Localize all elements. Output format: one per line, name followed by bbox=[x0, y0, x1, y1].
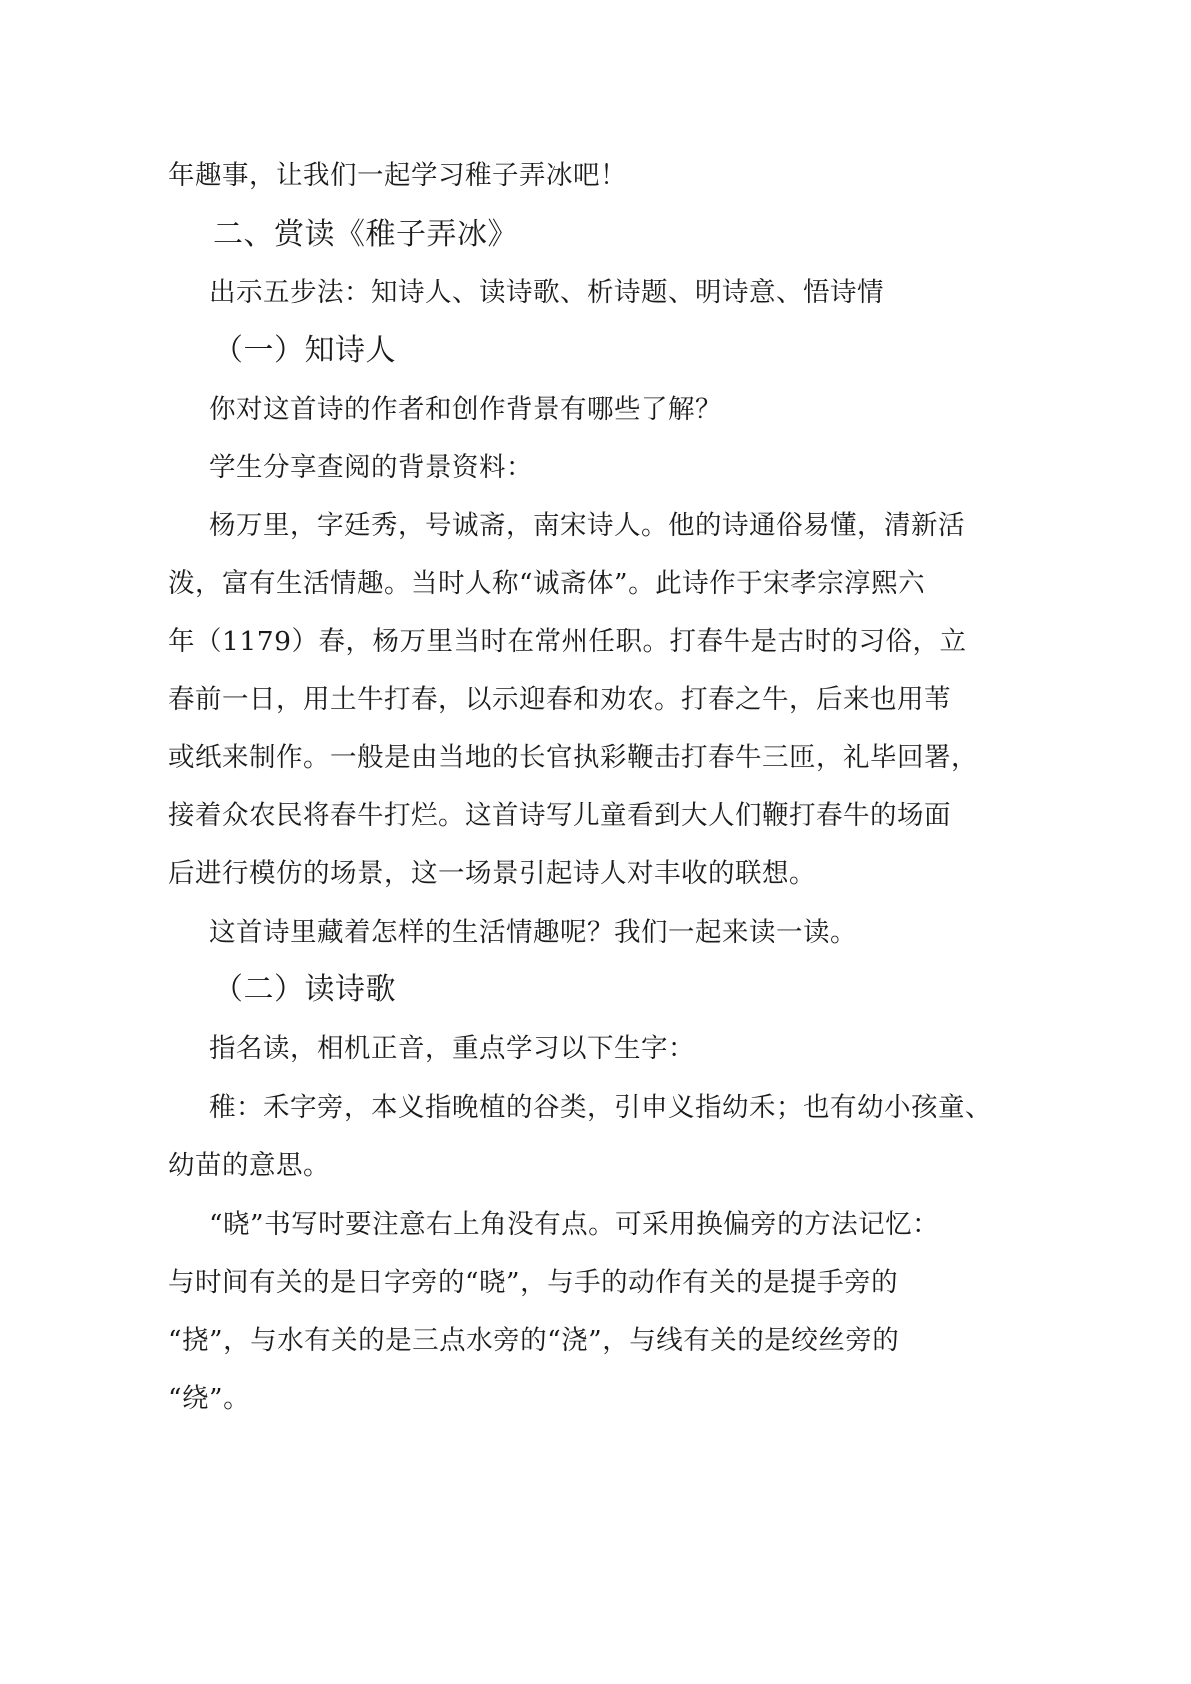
transition-text: 这首诗里藏着怎样的生活情趣呢？我们一起来读一读。 bbox=[209, 917, 857, 948]
instruction-text: 指名读，相机正音，重点学习以下生字： bbox=[209, 1033, 695, 1064]
character-note-line: 稚：禾字旁，本义指晚植的谷类，引申义指幼禾；也有幼小孩童、 bbox=[209, 1092, 992, 1123]
character-note-line: “绕”。 bbox=[168, 1383, 251, 1414]
character-note-line: “挠”，与水有关的是三点水旁的“浇”，与线有关的是绞丝旁的 bbox=[168, 1325, 900, 1356]
background-line: 年（1179）春，杨万里当时在常州任职。打春牛是古时的习俗，立 bbox=[168, 626, 967, 657]
question-text: 你对这首诗的作者和创作背景有哪些了解？ bbox=[209, 394, 722, 425]
background-line: 后进行模仿的场景，这一场景引起诗人对丰收的联想。 bbox=[168, 858, 816, 889]
character-note-line: “晓”书写时要注意右上角没有点。可采用换偏旁的方法记忆： bbox=[209, 1209, 940, 1240]
background-line: 或纸来制作。一般是由当地的长官执彩鞭击打春牛三匝，礼毕回署， bbox=[168, 742, 978, 773]
intro-text-line: 年趣事，让我们一起学习稚子弄冰吧！ bbox=[168, 160, 627, 191]
subheading-read-poem: （二）读诗歌 bbox=[213, 972, 396, 1007]
share-text: 学生分享查阅的背景资料： bbox=[209, 452, 533, 483]
background-line: 接着众农民将春牛打烂。这首诗写儿童看到大人们鞭打春牛的场面 bbox=[168, 800, 951, 831]
character-note-line: 幼苗的意思。 bbox=[168, 1150, 330, 1181]
five-steps-text: 出示五步法：知诗人、读诗歌、析诗题、明诗意、悟诗情 bbox=[209, 277, 884, 308]
subheading-know-poet: （一）知诗人 bbox=[213, 333, 396, 368]
background-line: 春前一日，用土牛打春，以示迎春和劝农。打春之牛，后来也用苇 bbox=[168, 684, 951, 715]
character-note-line: 与时间有关的是日字旁的“晓”，与手的动作有关的是提手旁的 bbox=[168, 1267, 899, 1298]
section-heading-appreciate-reading: 二、赏读《稚子弄冰》 bbox=[213, 217, 518, 252]
background-line: 泼，富有生活情趣。当时人称“诚斋体”。此诗作于宋孝宗淳熙六 bbox=[168, 568, 926, 599]
background-line: 杨万里，字廷秀，号诚斋，南宋诗人。他的诗通俗易懂，清新活 bbox=[209, 510, 965, 541]
